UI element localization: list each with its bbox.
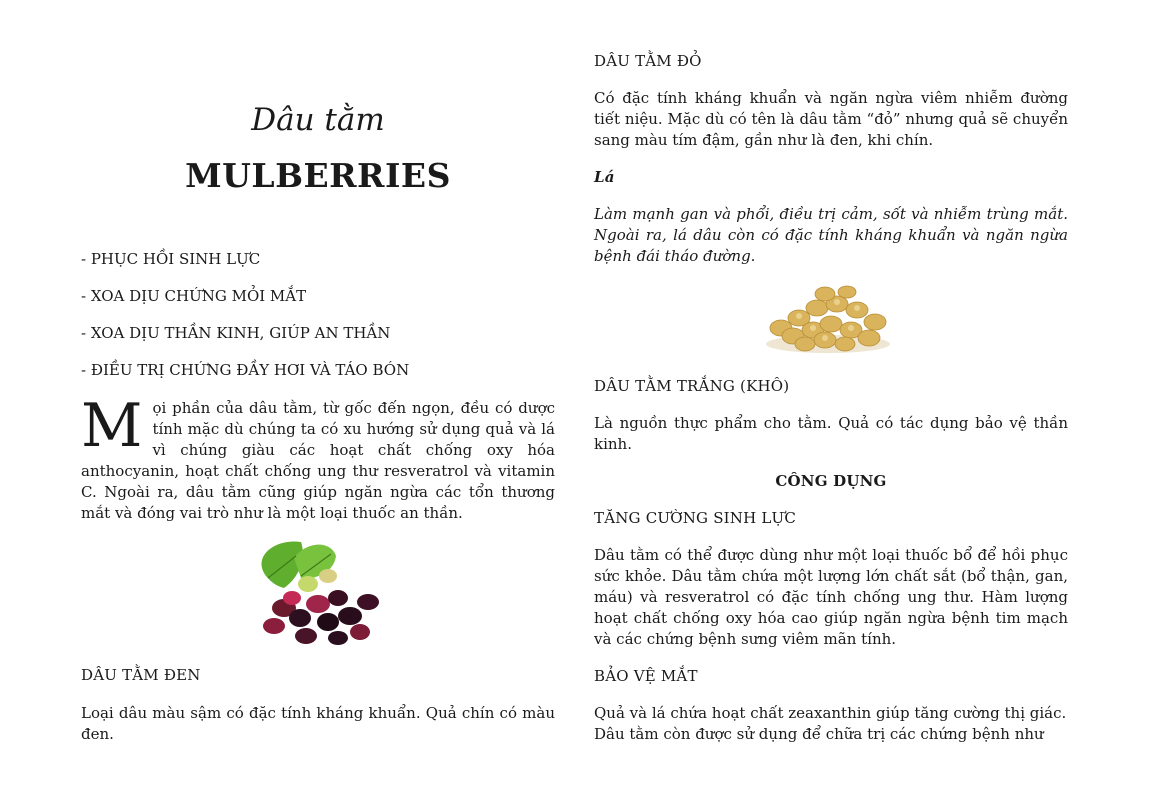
black-mulberry-heading: DÂU TẰM ĐEN — [81, 666, 201, 684]
red-mulberry-text: Có đặc tính kháng khuẩn và ngăn ngừa viêm nhiễm đường tiết niệu. Mặc dù có tên là dâu tằm “đỏ” nhưng quả sẽ chuyển sang màu tím đậm, gần như là đen, khi chín. — [594, 89, 1068, 149]
vitality-text: Dâu tằm có thể được dùng như một loại thuốc bổ để hồi phục sức khỏe. Dâu tằm chứa một lượng lớn chất sắt (bổ thận, gan, máu) và resveratrol có đặc tính chống ung thư. Hàm lượng hoạt chất chống oxy hóa cao giúp ngăn ngừa bệnh tim mạch và các chứng bệnh sưng viêm mãn tính. — [594, 546, 1068, 648]
eye-protection-heading: BẢO VỆ MẮT — [594, 667, 698, 685]
bullet-item: - PHỤC HỒI SINH LỰC — [81, 250, 261, 268]
leaf-text: Làm mạnh gan và phổi, điều trị cảm, sốt và nhiễm trùng mắt. Ngoài ra, lá dâu còn có đặc tính kháng khuẩn và ngăn ngừa bệnh đái tháo đường. — [594, 205, 1068, 265]
drop-cap: M — [81, 391, 143, 461]
leaf-heading: Lá — [594, 168, 615, 186]
black-mulberries-image — [246, 536, 388, 648]
title-english: MULBERRIES — [185, 156, 451, 195]
vitality-heading: TĂNG CƯỜNG SINH LỰC — [594, 509, 797, 527]
bullet-item: - XOA DỊU THẦN KINH, GIÚP AN THẦN — [81, 324, 391, 342]
red-mulberry-heading: DÂU TẰM ĐỎ — [594, 52, 702, 70]
title-vietnamese: Dâu tằm — [251, 102, 385, 138]
black-mulberry-text: Loại dâu màu sậm có đặc tính kháng khuẩn. Quả chín có màu đen. — [81, 704, 555, 743]
white-mulberries-image — [759, 284, 897, 356]
eye-protection-text: Quả và lá chứa hoạt chất zeaxanthin giúp tăng cường thị giác. Dâu tằm còn được sử dụng để chữa trị các chứng bệnh như — [594, 704, 1067, 743]
intro-paragraph — [81, 391, 555, 524]
white-mulberry-text: Là nguồn thực phẩm cho tằm. Quả có tác dụng bảo vệ thần kinh. — [594, 414, 1068, 453]
intro-text: ọi phần của dâu tằm, từ gốc đến ngọn, đều có dược tính mặc dù chúng ta có xu hướng sử dụng quả và lá vì chúng giàu các hoạt chất chống oxy hóa anthocyanin, hoạt chất chống ung thư resveratrol và vitamin C. Ngoài ra, dâu tằm cũng giúp ngăn ngừa các tổn thương mắt và đóng vai trò như là một loại thuốc an thần. — [81, 399, 555, 522]
bullet-item: - ĐIỀU TRỊ CHỨNG ĐẦY HƠI VÀ TÁO BÓN — [81, 361, 410, 379]
bullet-item: - XOA DỊU CHỨNG MỎI MẮT — [81, 287, 307, 305]
white-mulberry-heading: DÂU TẰM TRẮNG (KHÔ) — [594, 377, 790, 395]
uses-heading: CÔNG DỤNG — [775, 472, 887, 490]
